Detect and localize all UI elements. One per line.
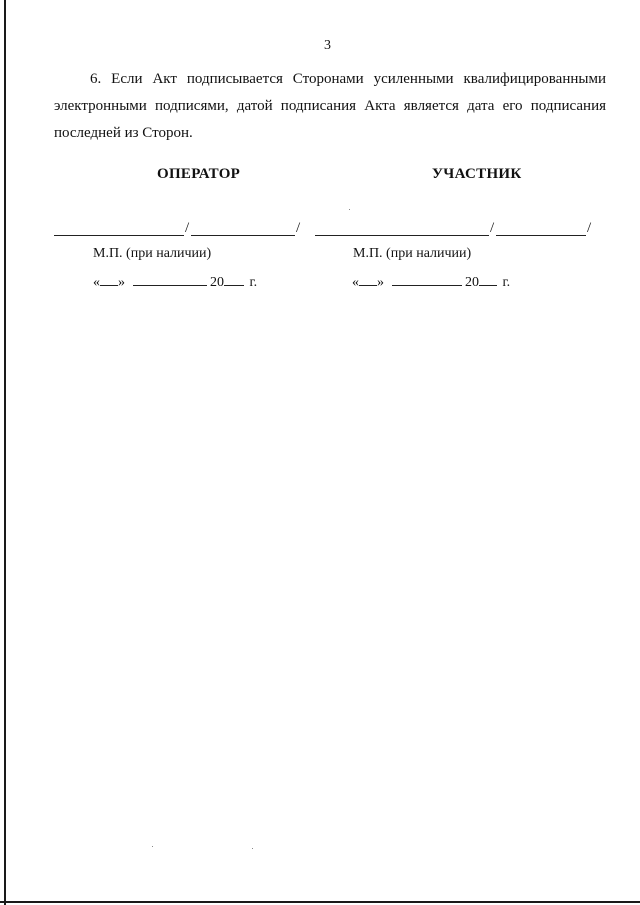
operator-signature-slash-right: / <box>296 220 301 236</box>
operator-date-open-quote: « <box>93 275 100 290</box>
participant-date-close-quote: » <box>377 275 384 290</box>
operator-year-suffix: г. <box>249 275 258 290</box>
participant-signature-slash-right: / <box>587 220 592 236</box>
operator-year-blank <box>224 273 244 286</box>
participant-date-open-quote: « <box>352 275 359 290</box>
participant-date-line <box>352 273 510 291</box>
operator-signature-slash-left: / <box>185 220 190 236</box>
participant-title: УЧАСТНИК <box>432 166 522 182</box>
operator-seal-label: М.П. (при наличии) <box>93 246 212 261</box>
operator-day-blank <box>100 273 118 286</box>
page-left-edge <box>4 0 6 905</box>
participant-day-blank <box>359 273 377 286</box>
page-bottom-edge <box>0 901 640 903</box>
participant-month-blank <box>392 273 462 286</box>
operator-date-line <box>93 273 257 291</box>
scan-speck <box>349 209 350 210</box>
participant-year-blank <box>479 273 497 286</box>
participant-signature-blank <box>315 235 489 236</box>
operator-signature-blank <box>54 235 184 236</box>
operator-month-blank <box>133 273 207 286</box>
participant-name-blank <box>496 235 586 236</box>
participant-seal-label: М.П. (при наличии) <box>353 246 472 261</box>
participant-year-suffix: г. <box>502 275 511 290</box>
operator-date-close-quote: » <box>118 275 125 290</box>
scan-speck <box>252 848 253 849</box>
page-number: 3 <box>324 38 331 53</box>
clause-paragraph: 6. Если Акт подписывается Сторонами усиленными квалифицированными электронными подписями, датой подписания Акта является дата его подписания последней из Сторон. <box>54 71 606 141</box>
operator-title: ОПЕРАТОР <box>157 166 241 182</box>
operator-signature-line <box>54 222 304 238</box>
participant-signature-slash-left: / <box>490 220 495 236</box>
scan-speck <box>152 846 153 847</box>
operator-name-blank <box>191 235 295 236</box>
participant-year-prefix: 20 <box>465 275 479 290</box>
operator-year-prefix: 20 <box>210 275 224 290</box>
participant-signature-line <box>315 222 595 238</box>
